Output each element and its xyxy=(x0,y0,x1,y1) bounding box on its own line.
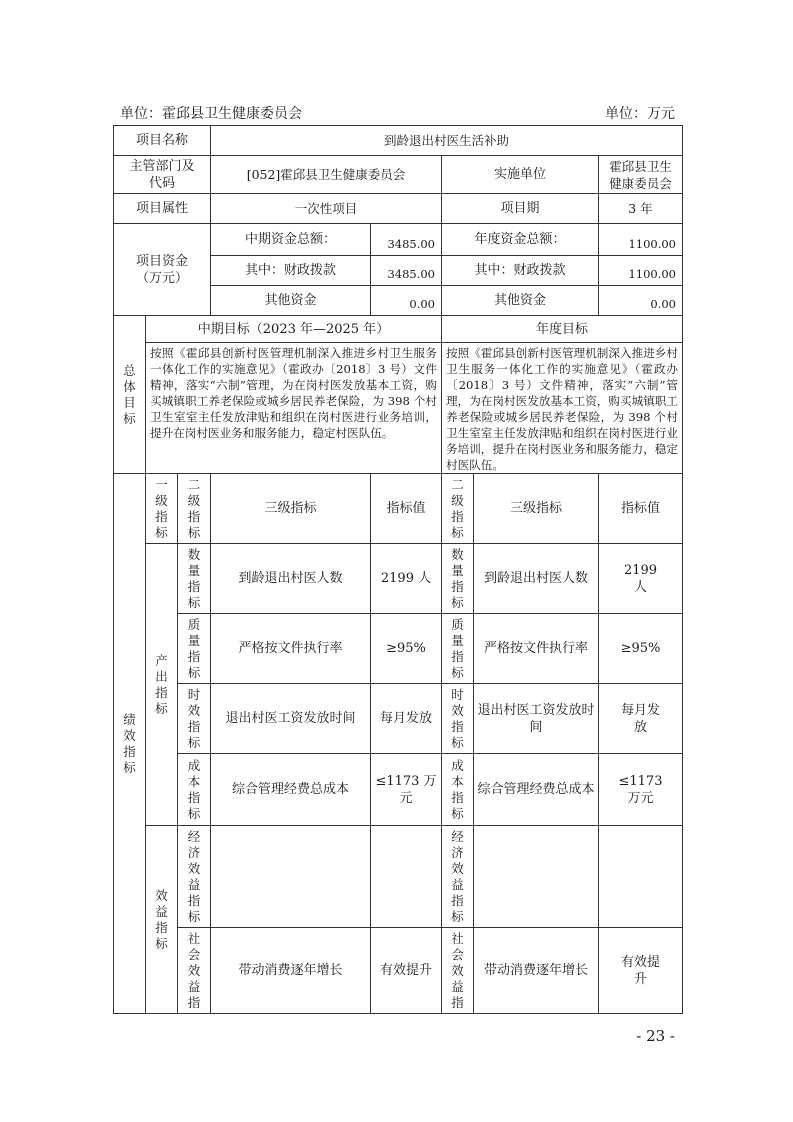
year-level3-line1: 退出村医工资发放时 xyxy=(477,702,595,718)
vertical-char: 二 xyxy=(451,476,464,492)
vertical-char: 效 xyxy=(451,702,464,718)
vertical-char: 一 xyxy=(155,476,168,492)
unit-label-right: 单位：万元 xyxy=(605,106,675,122)
mid-value xyxy=(371,826,442,928)
vertical-char: 指 xyxy=(187,789,201,805)
vertical-char: 标 xyxy=(451,594,464,610)
project-period-label: 项目期 xyxy=(442,194,599,224)
vertical-char: 益 xyxy=(155,903,168,919)
vertical-char: 时 xyxy=(451,686,464,702)
vertical-char: 本 xyxy=(187,773,201,789)
output-indicator-label xyxy=(146,544,178,826)
vertical-char: 效 xyxy=(187,962,201,978)
vertical-char: 成 xyxy=(451,757,464,773)
vertical-char: 指 xyxy=(187,892,201,908)
level2-chars xyxy=(178,931,210,1011)
year-value-line1: ≤1173 xyxy=(618,773,663,789)
vertical-char: 目 xyxy=(123,394,136,410)
vertical-char: 标 xyxy=(155,524,168,540)
vertical-char: 数 xyxy=(451,546,464,562)
vertical-char: 会 xyxy=(187,946,201,962)
year-other-value: 0.00 xyxy=(599,286,683,316)
col-level2-header xyxy=(178,474,211,544)
year-level3: 到龄退出村医人数 xyxy=(474,544,599,614)
year-col-level3-header: 三级指标 xyxy=(474,474,599,544)
vertical-char: 成 xyxy=(187,757,201,773)
mid-level3 xyxy=(211,826,371,928)
output-indicator-chars xyxy=(146,653,177,717)
year-value xyxy=(599,684,683,754)
level2-chars xyxy=(178,758,210,822)
vertical-char: 标 xyxy=(451,908,464,924)
vertical-char: 效 xyxy=(155,887,168,903)
benefit-indicator-chars xyxy=(146,888,177,952)
year-row-level2 xyxy=(442,614,474,684)
year-value-line1: 2199 xyxy=(623,562,658,578)
mid-goal-text: 按照《霍邱县创新村医管理机制深入推进乡村卫生服务一体化工作的实施意见》（霍政办〔2018〕3 号）文件精神，落实“六制”管理，为在岗村医发放基本工资，购买城镇职工养老保险或城乡居民养老保险，为 398 个村卫生室室主任发放津贴和组织在岗村医进行业务培训，提升在岗村医业务和服务能力，稳定村医队伍。 xyxy=(146,343,442,474)
overall-goal-label xyxy=(114,316,146,474)
vertical-char: 标 xyxy=(187,734,201,750)
vertical-char: 益 xyxy=(451,876,464,892)
vertical-char: 指 xyxy=(187,994,201,1010)
mid-level3: 综合管理经费总成本 xyxy=(211,754,371,826)
project-name-label: 项目名称 xyxy=(114,126,211,156)
vertical-char: 指 xyxy=(187,648,201,664)
vertical-char: 经 xyxy=(187,828,201,844)
vertical-char: 指 xyxy=(155,684,168,700)
vertical-char: 指 xyxy=(451,508,464,524)
year-row-level2 xyxy=(442,928,474,1014)
mid-other-value: 0.00 xyxy=(371,286,442,316)
page-number: - 23 - xyxy=(636,1027,675,1045)
vertical-char: 济 xyxy=(451,844,464,860)
vertical-char: 标 xyxy=(451,664,464,680)
year-col-level2-chars xyxy=(442,477,473,541)
year-fiscal-label: 其中：财政拨款 xyxy=(442,256,599,286)
vertical-char: 指 xyxy=(187,508,201,524)
row-level2 xyxy=(178,684,211,754)
dept-value: [052]霍邱县卫生健康委员会 xyxy=(211,156,442,194)
col-level2-chars xyxy=(178,477,210,541)
vertical-char: 指 xyxy=(451,892,464,908)
impl-unit-label: 实施单位 xyxy=(442,156,599,194)
vertical-char: 效 xyxy=(451,860,464,876)
project-name-value: 到龄退出村医生活补助 xyxy=(211,126,683,156)
vertical-char: 指 xyxy=(155,508,168,524)
year-value xyxy=(599,826,683,928)
vertical-char: 量 xyxy=(187,562,201,578)
performance-target-table xyxy=(113,125,683,1014)
mid-value: ≥95% xyxy=(371,614,442,684)
vertical-char: 标 xyxy=(187,664,201,680)
year-value-line2: 万元 xyxy=(627,790,654,806)
perf-indicator-chars xyxy=(114,712,145,776)
vertical-char: 质 xyxy=(187,616,201,632)
vertical-char: 经 xyxy=(451,828,464,844)
row-level2 xyxy=(178,826,211,928)
mid-value-line2: 元 xyxy=(399,790,413,806)
year-value-line2: 人 xyxy=(633,579,647,595)
vertical-char: 标 xyxy=(155,700,168,716)
dept-label-line1: 主管部门及 xyxy=(129,158,195,174)
vertical-char: 指 xyxy=(187,718,201,734)
vertical-char: 指 xyxy=(187,578,201,594)
year-level2-chars xyxy=(442,687,473,751)
year-fiscal-value: 1100.00 xyxy=(599,256,683,286)
mid-total-value: 3485.00 xyxy=(371,224,442,256)
year-other-label: 其他资金 xyxy=(442,286,599,316)
vertical-char: 指 xyxy=(451,648,464,664)
mid-value: 有效提升 xyxy=(371,928,442,1014)
year-total-label: 年度资金总额： xyxy=(442,224,599,256)
year-value xyxy=(599,544,683,614)
vertical-char: 质 xyxy=(451,616,464,632)
year-total-value: 1100.00 xyxy=(599,224,683,256)
level2-chars xyxy=(178,687,210,751)
year-row-level2 xyxy=(442,754,474,826)
impl-unit-line2: 健康委员会 xyxy=(609,175,672,191)
vertical-char: 总 xyxy=(123,362,136,378)
vertical-char: 数 xyxy=(187,546,201,562)
mid-value: 2199 人 xyxy=(371,544,442,614)
mid-level3: 退出村医工资发放时间 xyxy=(211,684,371,754)
vertical-char: 级 xyxy=(155,492,168,508)
vertical-char: 体 xyxy=(123,378,136,394)
vertical-char: 标 xyxy=(451,734,464,750)
vertical-char: 量 xyxy=(187,632,201,648)
vertical-char: 级 xyxy=(451,492,464,508)
year-value: ≥95% xyxy=(599,614,683,684)
col-value-header: 指标值 xyxy=(371,474,442,544)
vertical-char: 级 xyxy=(187,492,201,508)
vertical-char: 标 xyxy=(451,805,464,821)
row-level2 xyxy=(178,614,211,684)
year-level3: 严格按文件执行率 xyxy=(474,614,599,684)
year-level3: 带动消费逐年增长 xyxy=(474,928,599,1014)
mid-level3: 严格按文件执行率 xyxy=(211,614,371,684)
year-level2-chars xyxy=(442,829,473,925)
vertical-char: 绩 xyxy=(123,711,136,727)
year-col-level2-header xyxy=(442,474,474,544)
col-level1-header xyxy=(146,474,178,544)
year-value-line1: 有效提 xyxy=(620,954,660,970)
mid-total-label: 中期资金总额： xyxy=(211,224,371,256)
vertical-char: 标 xyxy=(187,908,201,924)
dept-label-line2: 代码 xyxy=(148,175,175,191)
vertical-char: 指 xyxy=(451,578,464,594)
vertical-char: 产 xyxy=(155,652,168,668)
vertical-char: 益 xyxy=(451,978,464,994)
vertical-char: 标 xyxy=(187,805,201,821)
row-level2 xyxy=(178,544,211,614)
funds-label-line1: 项目资金 xyxy=(135,253,188,269)
vertical-char: 标 xyxy=(123,410,136,426)
funds-label xyxy=(114,224,211,316)
impl-unit-line1: 霍邱县卫生 xyxy=(609,158,672,174)
vertical-char: 指 xyxy=(155,919,168,935)
benefit-indicator-label xyxy=(146,826,178,1014)
project-attr-value: 一次性项目 xyxy=(211,194,442,224)
vertical-char: 本 xyxy=(451,773,464,789)
mid-other-label: 其他资金 xyxy=(211,286,371,316)
vertical-char: 标 xyxy=(187,524,201,540)
project-period-value: 3 年 xyxy=(599,194,683,224)
perf-indicator-label xyxy=(114,474,146,1014)
year-row-level2 xyxy=(442,544,474,614)
mid-level3: 到龄退出村医人数 xyxy=(211,544,371,614)
year-level3: 综合管理经费总成本 xyxy=(474,754,599,826)
vertical-char: 量 xyxy=(451,632,464,648)
year-level2-chars xyxy=(442,617,473,681)
vertical-char: 标 xyxy=(451,524,464,540)
year-level2-chars xyxy=(442,758,473,822)
mid-fiscal-value: 3485.00 xyxy=(371,256,442,286)
vertical-char: 时 xyxy=(187,686,201,702)
vertical-char: 济 xyxy=(187,844,201,860)
vertical-char: 社 xyxy=(187,930,201,946)
col-level3-header: 三级指标 xyxy=(211,474,371,544)
vertical-char: 指 xyxy=(451,718,464,734)
year-value xyxy=(599,928,683,1014)
vertical-char: 社 xyxy=(451,930,464,946)
vertical-char: 效 xyxy=(451,962,464,978)
year-value-line2: 放 xyxy=(633,719,647,735)
year-value xyxy=(599,754,683,826)
mid-fiscal-label: 其中：财政拨款 xyxy=(211,256,371,286)
mid-value: 每月发放 xyxy=(371,684,442,754)
vertical-char: 标 xyxy=(155,935,168,951)
vertical-char: 二 xyxy=(187,476,201,492)
unit-label-left: 单位：霍邱县卫生健康委员会 xyxy=(120,106,302,122)
vertical-char: 出 xyxy=(155,668,168,684)
mid-value xyxy=(371,754,442,826)
year-level3 xyxy=(474,684,599,754)
year-row-level2 xyxy=(442,826,474,928)
overall-goal-chars xyxy=(114,363,145,427)
row-level2 xyxy=(178,754,211,826)
vertical-char: 效 xyxy=(123,727,136,743)
vertical-char: 会 xyxy=(451,946,464,962)
col-level1-chars xyxy=(146,477,177,541)
year-value-line2: 升 xyxy=(633,971,647,987)
vertical-char: 指 xyxy=(451,994,464,1010)
year-row-level2 xyxy=(442,684,474,754)
year-goal-text: 按照《霍邱县创新村医管理机制深入推进乡村卫生服务一体化工作的实施意见》（霍政办〔2018〕3 号）文件精神，落实“六制”管理，为在岗村医发放基本工资，购买城镇职工养老保险或城乡居民养老保险，为 398 个村卫生室室主任发放津贴和组织在岗村医进行业务培训，提升在岗村医业务和服务能力，稳定村医队伍。 xyxy=(442,343,683,474)
level2-chars xyxy=(178,617,210,681)
vertical-char: 效 xyxy=(187,702,201,718)
vertical-char: 益 xyxy=(187,876,201,892)
vertical-char: 标 xyxy=(187,594,201,610)
vertical-char: 量 xyxy=(451,562,464,578)
vertical-char: 益 xyxy=(187,978,201,994)
year-level2-chars xyxy=(442,931,473,1011)
vertical-char: 效 xyxy=(187,860,201,876)
level2-chars xyxy=(178,829,210,925)
year-level2-chars xyxy=(442,547,473,611)
vertical-char: 标 xyxy=(123,759,136,775)
year-goal-header: 年度目标 xyxy=(442,316,683,343)
mid-goal-header: 中期目标（2023 年—2025 年） xyxy=(146,316,442,343)
mid-value-line1: ≤1173 万 xyxy=(375,773,437,789)
vertical-char: 指 xyxy=(451,789,464,805)
year-level3 xyxy=(474,826,599,928)
year-level3-line2: 间 xyxy=(529,719,543,735)
dept-label xyxy=(114,156,211,194)
mid-level3: 带动消费逐年增长 xyxy=(211,928,371,1014)
year-value-line1: 每月发 xyxy=(620,702,660,718)
row-level2 xyxy=(178,928,211,1014)
impl-unit-value xyxy=(599,156,683,194)
funds-label-line2: （万元） xyxy=(135,270,188,286)
year-col-value-header: 指标值 xyxy=(599,474,683,544)
level2-chars xyxy=(178,547,210,611)
project-attr-label: 项目属性 xyxy=(114,194,211,224)
vertical-char: 指 xyxy=(123,743,136,759)
